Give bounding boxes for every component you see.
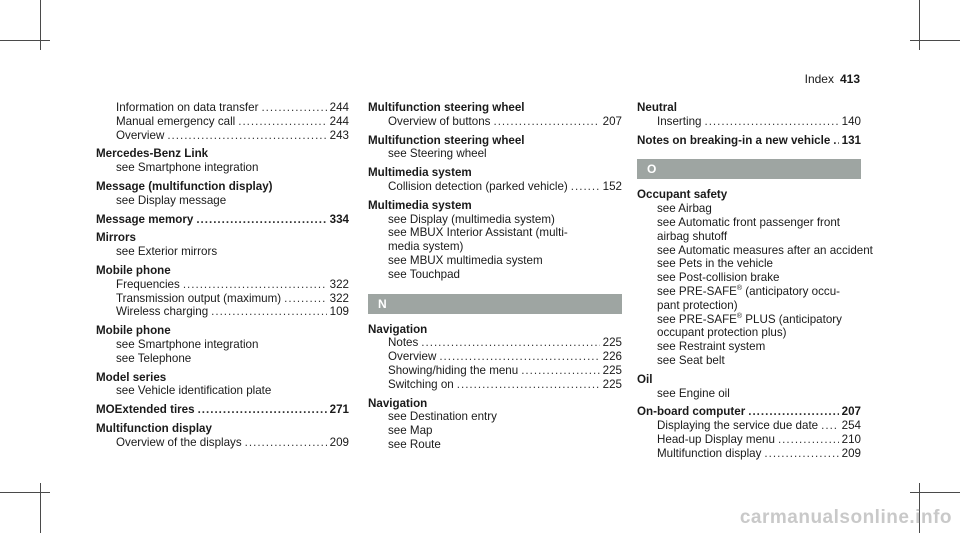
index-subentry — [368, 350, 622, 364]
entry-text-main: Showing/hiding the menu — [388, 363, 519, 377]
index-subentry — [96, 161, 349, 175]
entry-text-main: Manual emergency call — [116, 114, 236, 128]
index-subentry — [637, 419, 861, 433]
entry-text — [657, 313, 842, 327]
entry-text — [657, 326, 787, 340]
entry-text — [637, 134, 830, 148]
entry-text-main: occupant protection plus) — [657, 326, 787, 340]
index-subentry — [96, 338, 349, 352]
index-heading — [96, 213, 349, 227]
index-column-2 — [368, 101, 622, 452]
index-subentry — [368, 410, 622, 424]
crop-mark — [40, 483, 41, 533]
index-entry — [368, 323, 622, 392]
page-reference: 131 — [841, 133, 861, 147]
entry-text-main: see Touchpad — [388, 267, 460, 281]
leader-dots — [748, 405, 838, 419]
index-heading — [96, 371, 349, 385]
entry-text — [116, 384, 271, 398]
entry-text — [96, 264, 171, 278]
page-reference: 207 — [602, 114, 622, 128]
entry-text — [657, 419, 818, 433]
entry-text — [637, 373, 652, 387]
index-subentry — [637, 354, 861, 368]
entry-text — [657, 299, 738, 313]
entry-text-main: Overview of the displays — [116, 435, 242, 449]
leader-dots — [211, 305, 327, 319]
index-heading — [96, 147, 349, 161]
entry-text — [368, 134, 525, 148]
entry-text-main: Overview — [388, 350, 437, 364]
leader-dots — [833, 134, 838, 148]
index-subentry — [368, 115, 622, 129]
index-entry — [368, 101, 622, 129]
index-heading — [368, 166, 622, 180]
entry-text — [637, 188, 727, 202]
entry-text-main: Oil — [637, 372, 653, 386]
entry-text — [368, 323, 427, 337]
page-reference: 152 — [602, 179, 622, 193]
entry-text — [388, 226, 568, 240]
entry-text-main: see Destination entry — [388, 410, 497, 424]
entry-text-main: see MBUX multimedia system — [388, 253, 543, 267]
entry-text-main: Notes on breaking-in a new vehicle — [637, 133, 831, 147]
leader-dots — [284, 292, 327, 306]
index-subentry — [368, 378, 622, 392]
entry-text-main: Multifunction display — [657, 446, 762, 460]
entry-text — [116, 278, 180, 292]
entry-text — [116, 352, 191, 366]
entry-text-main: see Exterior mirrors — [116, 245, 218, 259]
index-entry — [96, 264, 349, 319]
entry-text-main: On-board computer — [637, 405, 746, 419]
entry-text-main: Multimedia system — [368, 198, 472, 212]
entry-text — [388, 378, 454, 392]
index-subentry — [368, 180, 622, 194]
entry-text-main: Mercedes-Benz Link — [96, 147, 209, 161]
index-subentry — [368, 240, 622, 254]
entry-text-main: Head-up Display menu — [657, 432, 775, 446]
index-subentry — [368, 254, 622, 268]
entry-text-cont: (anticipatory occu- — [742, 284, 841, 298]
index-entry — [96, 180, 349, 208]
index-subentry — [368, 213, 622, 227]
entry-text-main: Mirrors — [96, 231, 136, 245]
entry-text — [657, 115, 701, 129]
crop-mark — [0, 40, 50, 41]
entry-text-cont: PLUS (anticipatory — [742, 312, 842, 326]
entry-text-main: see Engine oil — [657, 386, 730, 400]
index-subentry — [96, 129, 349, 143]
page-number: 413 — [839, 72, 860, 86]
crop-mark — [910, 40, 960, 41]
entry-text-main: Multimedia system — [368, 166, 472, 180]
entry-text-main: Navigation — [368, 396, 428, 410]
entry-text — [116, 129, 164, 143]
entry-text — [388, 213, 555, 227]
entry-text — [116, 338, 258, 352]
entry-text — [657, 447, 761, 461]
index-heading — [637, 134, 861, 148]
index-entry — [96, 213, 349, 227]
entry-text-main: Message memory — [96, 212, 194, 226]
leader-dots — [521, 364, 599, 378]
leader-dots — [196, 213, 326, 227]
index-subentry — [96, 305, 349, 319]
entry-text — [116, 436, 242, 450]
index-subentry — [637, 326, 861, 340]
crop-mark — [910, 492, 960, 493]
index-entry — [368, 397, 622, 452]
entry-text-main: see Restraint system — [657, 340, 766, 354]
watermark: carmanualsonline.info — [739, 507, 952, 528]
entry-text — [368, 397, 427, 411]
index-heading — [96, 422, 349, 436]
entry-text-main: see MBUX Interior Assistant (multi- — [388, 226, 568, 240]
entry-text — [388, 115, 490, 129]
entry-text — [116, 305, 208, 319]
entry-text — [657, 257, 773, 271]
entry-text — [637, 405, 745, 419]
index-subentry — [637, 202, 861, 216]
index-subentry — [368, 268, 622, 282]
page-reference: 271 — [329, 403, 349, 417]
index-subentry — [637, 243, 873, 258]
section-letter-bar: N — [368, 294, 622, 314]
entry-text-main: Model series — [96, 370, 167, 384]
entry-text — [388, 364, 518, 378]
index-entry — [637, 134, 861, 148]
leader-dots — [439, 350, 599, 364]
entry-text — [116, 161, 258, 175]
entry-text — [388, 350, 436, 364]
index-subentry — [368, 424, 622, 438]
registered-mark: ® — [736, 285, 743, 293]
crop-mark — [40, 0, 41, 50]
entry-text — [657, 433, 775, 447]
page-reference: 210 — [841, 432, 861, 446]
index-heading — [637, 101, 861, 115]
leader-dots — [183, 278, 327, 292]
index-heading — [637, 188, 861, 202]
index-subentry — [637, 271, 861, 285]
entry-text-main: see Seat belt — [657, 353, 725, 367]
index-entry — [96, 371, 349, 399]
index-entry — [637, 405, 861, 460]
page-reference: 322 — [329, 277, 349, 291]
index-subentry — [96, 194, 349, 208]
entry-text-main: see PRE-SAFE — [657, 312, 737, 326]
crop-mark — [919, 0, 920, 50]
leader-dots — [457, 378, 600, 392]
index-subentry — [637, 230, 861, 244]
index-entry — [368, 166, 622, 194]
index-subentry — [96, 278, 349, 292]
index-subentry — [96, 115, 349, 129]
entry-text — [657, 216, 840, 230]
index-entry — [96, 422, 349, 450]
entry-text — [388, 268, 460, 282]
page-reference: 209 — [329, 435, 349, 449]
index-subentry — [368, 226, 622, 240]
entry-text — [657, 271, 779, 285]
page-reference: 334 — [329, 212, 349, 226]
index-heading — [368, 101, 622, 115]
entry-text — [116, 292, 281, 306]
entry-text — [657, 244, 873, 258]
page-reference: 225 — [602, 377, 622, 391]
index-heading — [368, 199, 622, 213]
index-subentry — [368, 147, 622, 161]
leader-dots — [238, 115, 326, 129]
leader-dots — [261, 101, 326, 115]
index-entry — [637, 101, 861, 129]
entry-text-main: see Automatic measures after an accident — [657, 243, 873, 257]
index-heading — [637, 373, 861, 387]
entry-text — [96, 422, 212, 436]
entry-text-main: Mobile phone — [96, 324, 171, 338]
index-subentry — [96, 101, 349, 115]
entry-text — [388, 424, 432, 438]
leader-dots — [704, 115, 838, 129]
entry-text — [657, 202, 712, 216]
leader-dots — [245, 436, 327, 450]
leader-dots — [821, 419, 839, 433]
entry-text-main: see Smartphone integration — [116, 337, 259, 351]
index-subentry — [96, 384, 349, 398]
section-letter-bar: O — [637, 159, 861, 179]
entry-text-main: MOExtended tires — [96, 403, 195, 417]
index-heading — [96, 403, 349, 417]
entry-text-main: Switching on — [388, 377, 454, 391]
entry-text — [116, 115, 235, 129]
entry-text-main: see Display message — [116, 193, 227, 207]
entry-text — [96, 371, 166, 385]
entry-text — [116, 101, 258, 115]
entry-text — [657, 230, 727, 244]
page-reference: 243 — [329, 128, 349, 142]
entry-text-main: Navigation — [368, 322, 428, 336]
entry-text — [657, 354, 725, 368]
entry-text-main: Multifunction display — [96, 421, 212, 435]
index-heading — [96, 324, 349, 338]
index-entry — [368, 134, 622, 162]
crop-mark — [0, 492, 50, 493]
entry-text-main: see Display (multimedia system) — [388, 212, 555, 226]
entry-text — [96, 324, 171, 338]
entry-text — [96, 147, 208, 161]
leader-dots — [421, 336, 599, 350]
leader-dots — [778, 433, 839, 447]
entry-text — [368, 101, 525, 115]
entry-text — [637, 101, 677, 115]
index-heading — [368, 323, 622, 337]
index-entry — [637, 373, 861, 401]
entry-text — [116, 194, 226, 208]
entry-text-main: pant protection) — [657, 298, 738, 312]
index-entry — [637, 188, 873, 367]
page-reference: 225 — [602, 363, 622, 377]
index-subentry — [96, 292, 349, 306]
page-reference: 209 — [841, 446, 861, 460]
index-heading — [96, 231, 349, 245]
page-reference: 244 — [329, 114, 349, 128]
page-reference: 254 — [841, 419, 861, 433]
page-reference: 140 — [841, 114, 861, 128]
index-subentry — [637, 313, 861, 327]
index-subentry — [96, 436, 349, 450]
index-subentry — [637, 115, 861, 129]
index-subentry — [368, 438, 622, 452]
entry-text-main: Occupant safety — [637, 188, 728, 202]
index-entry — [96, 231, 349, 259]
entry-text-main: see PRE-SAFE — [657, 284, 737, 298]
entry-text-main: see Post-collision brake — [657, 271, 780, 285]
entry-text-main: Overview of buttons — [388, 114, 491, 128]
page-reference: 225 — [602, 336, 622, 350]
entry-text-main: see Telephone — [116, 351, 192, 365]
leader-dots — [493, 115, 599, 129]
index-subentry — [637, 433, 861, 447]
index-subentry — [637, 285, 861, 299]
page-reference: 109 — [329, 305, 349, 319]
index-subentry — [368, 364, 622, 378]
entry-text-main: Wireless charging — [116, 305, 209, 319]
entry-text-main: Mobile phone — [96, 263, 171, 277]
entry-text — [96, 180, 273, 194]
index-subentry — [637, 216, 861, 230]
entry-text-main: see Pets in the vehicle — [657, 257, 774, 271]
section-title: Index — [804, 72, 834, 86]
entry-text — [388, 336, 418, 350]
page-reference: 244 — [329, 101, 349, 114]
entry-text-main: Information on data transfer — [116, 101, 259, 114]
index-subentry — [637, 447, 861, 461]
index-subentry — [368, 336, 622, 350]
index-heading — [96, 264, 349, 278]
entry-text-main: see Airbag — [657, 202, 712, 216]
index-subentry — [96, 352, 349, 366]
index-heading — [368, 134, 622, 148]
entry-text — [96, 231, 136, 245]
entry-text-main: see Automatic front passenger front — [657, 215, 841, 229]
entry-text-main: Frequencies — [116, 277, 180, 291]
registered-mark: ® — [736, 312, 743, 320]
entry-text-main: see Steering wheel — [388, 147, 487, 161]
page-reference: 226 — [602, 350, 622, 364]
entry-text-main: media system) — [388, 240, 464, 254]
entry-text — [368, 166, 472, 180]
entry-text — [96, 213, 193, 227]
index-subentry — [637, 299, 861, 313]
entry-text-main: Multifunction steering wheel — [368, 133, 525, 147]
entry-text — [657, 340, 765, 354]
entry-text-main: airbag shutoff — [657, 229, 728, 243]
entry-text-main: Message (multifunction display) — [96, 179, 273, 193]
entry-text-main: Collision detection (parked vehicle) — [388, 179, 568, 193]
entry-text-main: Overview — [116, 128, 165, 142]
page-reference: 207 — [841, 405, 861, 419]
index-column-3 — [637, 101, 873, 461]
entry-text-main: see Map — [388, 424, 433, 438]
entry-text — [96, 403, 195, 417]
index-subentry — [637, 340, 861, 354]
index-entry — [368, 199, 622, 282]
index-subentry — [96, 245, 349, 259]
index-subentry — [637, 387, 861, 401]
leader-dots — [764, 447, 838, 461]
index-entry — [96, 403, 349, 417]
entry-text-main: Transmission output (maximum) — [116, 291, 282, 305]
entry-text — [388, 438, 441, 452]
entry-text-main: see Vehicle identification plate — [116, 384, 272, 398]
entry-text — [388, 254, 543, 268]
entry-text-main: Multifunction steering wheel — [368, 101, 525, 114]
entry-text-main: see Route — [388, 437, 441, 451]
index-entry — [96, 147, 349, 175]
entry-text — [657, 387, 730, 401]
index-column-1 — [96, 101, 349, 450]
entry-text — [388, 240, 463, 254]
entry-text-main: Inserting — [657, 114, 702, 128]
entry-text — [388, 147, 487, 161]
leader-dots — [198, 403, 327, 417]
entry-text — [388, 410, 497, 424]
entry-text-main: see Smartphone integration — [116, 161, 259, 175]
index-heading — [368, 397, 622, 411]
entry-text — [368, 199, 472, 213]
entry-text-main: Notes — [388, 336, 419, 350]
entry-text — [388, 180, 568, 194]
page-header — [805, 72, 860, 86]
page-reference: 322 — [329, 291, 349, 305]
entry-text — [657, 285, 840, 299]
index-entry — [96, 324, 349, 365]
index-entry — [96, 101, 349, 142]
entry-text-main: Displaying the service due date — [657, 419, 819, 433]
leader-dots — [167, 129, 326, 143]
index-subentry — [637, 257, 861, 271]
entry-text-main: Neutral — [637, 101, 677, 114]
entry-text — [116, 245, 217, 259]
leader-dots — [571, 180, 600, 194]
index-heading — [637, 405, 861, 419]
index-heading — [96, 180, 349, 194]
